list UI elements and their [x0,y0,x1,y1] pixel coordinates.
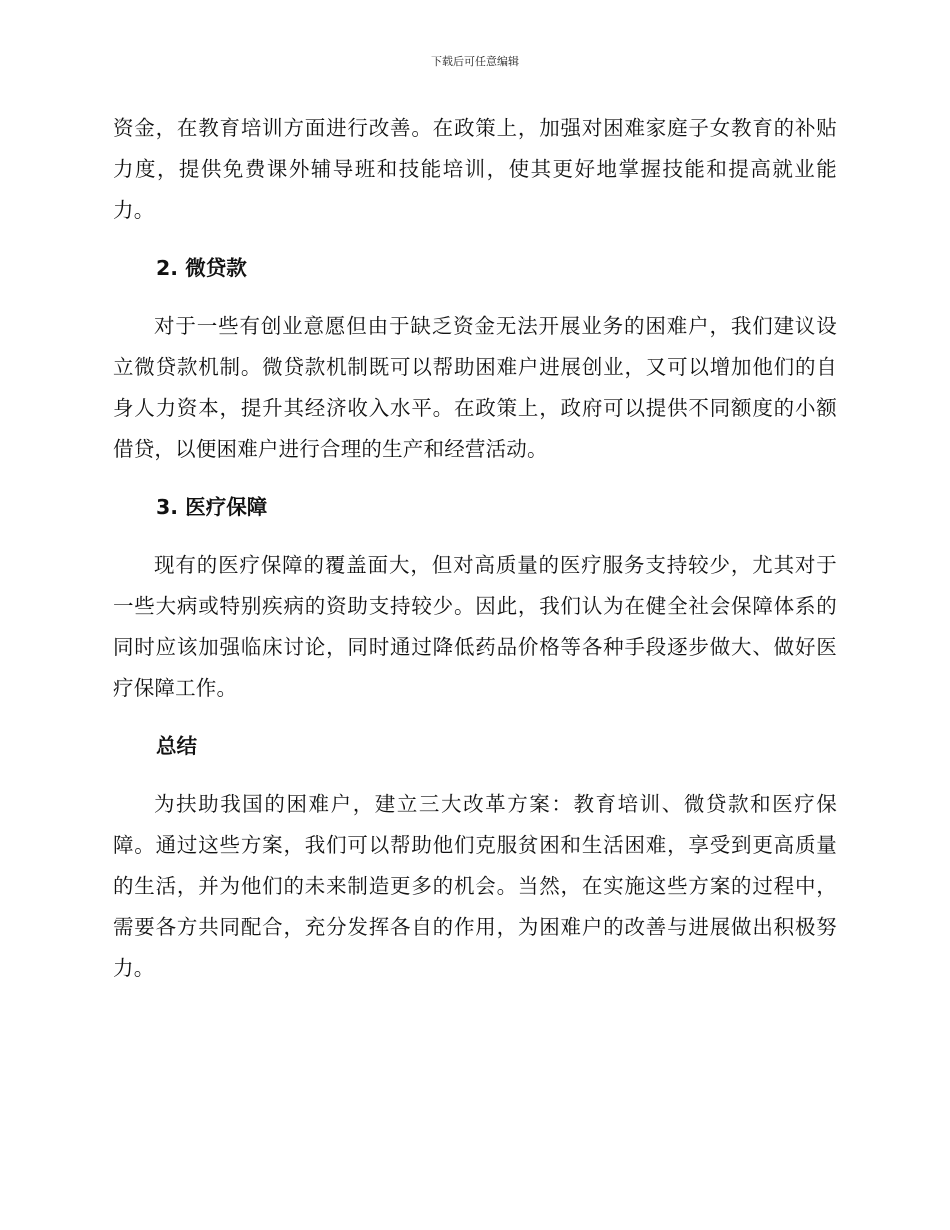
section-heading-medical: 3. 医疗保障 [156,495,268,519]
section-paragraph-microloan: 对于一些有创业意愿但由于缺乏资金无法开展业务的困难户，我们建议设立微贷款机制。微贷款机制既可以帮助困难户进展创业，又可以增加他们的自身人力资本，提升其经济收入水平。在政策上，政府可以提供不同额度的小额借贷，以便困难户进行合理的生产和经营活动。 [113,314,837,461]
section-heading-summary: 总结 [156,734,197,758]
document-body [113,108,837,989]
page-header-note: 下载后可任意编辑 [431,55,519,68]
section-heading-microloan: 2. 微贷款 [156,256,247,280]
intro-paragraph: 资金，在教育培训方面进行改善。在政策上，加强对困难家庭子女教育的补贴力度，提供免费课外辅导班和技能培训，使其更好地掌握技能和提高就业能力。 [113,116,837,222]
section-paragraph-summary: 为扶助我国的困难户，建立三大改革方案：教育培训、微贷款和医疗保障。通过这些方案，我们可以帮助他们克服贫困和生活困难，享受到更高质量的生活，并为他们的未来制造更多的机会。当然，在实施这些方案的过程中，需要各方共同配合，充分发挥各自的作用，为困难户的改善与进展做出积极努力。 [113,792,837,980]
section-paragraph-medical: 现有的医疗保障的覆盖面大，但对高质量的医疗服务支持较少，尤其对于一些大病或特别疾病的资助支持较少。因此，我们认为在健全社会保障体系的同时应该加强临床讨论，同时通过降低药品价格等各种手段逐步做大、做好医疗保障工作。 [113,553,837,700]
